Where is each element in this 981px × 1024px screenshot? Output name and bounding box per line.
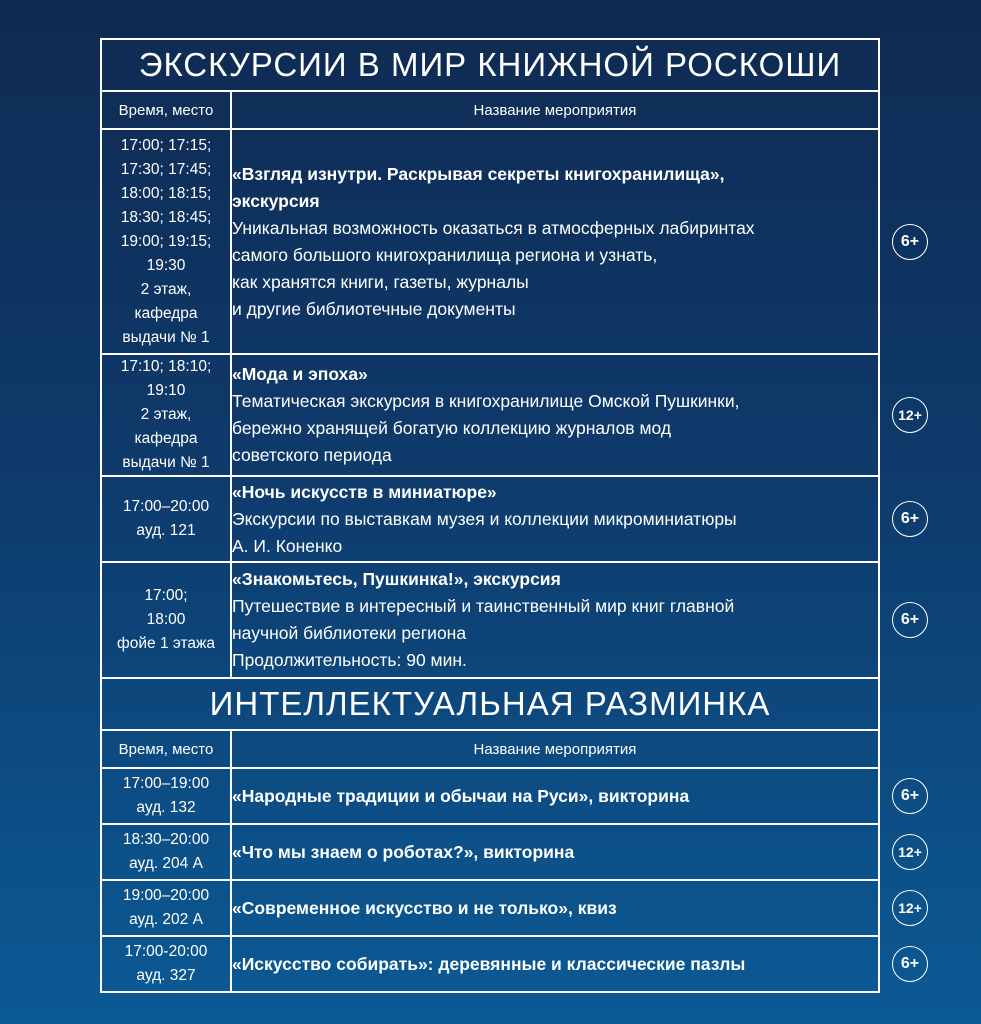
time-line: ауд. 202 А	[129, 911, 203, 928]
time-line: 17:10; 18:10;	[120, 358, 212, 375]
event-text-line: Экскурсии по выставкам музея и коллекции микроминиатюры	[232, 508, 737, 529]
event-text-line: А. И. Коненко	[232, 535, 343, 556]
event-description	[231, 768, 879, 824]
header-event-name: Название мероприятия	[231, 91, 879, 129]
event-text-line: Тематическая экскурсия в книгохранилище Омской Пушкинки,	[232, 391, 740, 411]
event-title: «Народные традиции и обычаи на Руси», викторина	[232, 785, 690, 806]
time-line: 17:00–19:00	[122, 775, 210, 792]
time-line: ауд. 121	[136, 522, 196, 539]
age-rating-badge: 6+	[892, 778, 928, 814]
event-time-place	[101, 824, 231, 880]
age-rating-badge: 6+	[892, 501, 928, 537]
event-text-line: научной библиотеки региона	[232, 623, 467, 643]
time-line: кафедра	[134, 430, 198, 447]
time-line: 19:00; 19:15;	[120, 232, 212, 250]
event-row	[101, 129, 879, 354]
time-line: фойе 1 этажа	[117, 635, 215, 652]
event-title: «Мода и эпоха»	[232, 364, 368, 384]
time-line: 18:30; 18:45;	[120, 208, 212, 226]
age-rating-badge: 6+	[892, 602, 928, 638]
time-line: 17:00–20:00	[122, 498, 210, 515]
event-text-line: советского периода	[232, 445, 392, 465]
section-title-row	[101, 39, 879, 91]
time-line: 17:00; 17:15;	[120, 136, 212, 154]
event-description	[231, 824, 879, 880]
event-title: «Что мы знаем о роботах?», викторина	[232, 841, 575, 862]
table-header-row	[101, 91, 879, 129]
age-rating-badge: 12+	[892, 397, 928, 433]
time-line: выдачи № 1	[122, 454, 210, 471]
time-line: ауд. 132	[136, 799, 196, 816]
event-description	[231, 936, 879, 992]
event-title: «Современное искусство и не только», квиз	[232, 897, 617, 918]
event-text-line: бережно хранящей богатую коллекцию журналов мод	[232, 418, 672, 438]
section-title: ИНТЕЛЛЕКТУАЛЬНАЯ РАЗМИНКА	[101, 678, 879, 730]
event-row	[101, 476, 879, 562]
event-time-place	[101, 880, 231, 936]
event-description	[231, 476, 879, 562]
age-rating-badge: 6+	[892, 946, 928, 982]
time-line: 17:30; 17:45;	[120, 160, 212, 178]
time-line: 18:00; 18:15;	[120, 184, 212, 202]
event-title: «Взгляд изнутри. Раскрывая секреты книгохранилища»,	[232, 163, 725, 184]
event-description	[231, 562, 879, 678]
table-header-row	[101, 730, 879, 768]
event-description	[231, 129, 879, 354]
time-line: 19:10	[146, 382, 186, 399]
time-line: 17:00-20:00	[124, 943, 208, 960]
event-description	[231, 880, 879, 936]
age-rating-badge: 12+	[892, 834, 928, 870]
time-line: 2 этаж,	[140, 280, 192, 298]
section-title-row	[101, 678, 879, 730]
event-title: «Ночь искусств в миниатюре»	[232, 481, 497, 502]
event-title: «Знакомьтесь, Пушкинка!», экскурсия	[232, 569, 561, 589]
event-text-line: самого большого книгохранилища региона и узнать,	[232, 244, 658, 265]
event-text-line: Уникальная возможность оказаться в атмосферных лабиринтах	[232, 217, 755, 238]
schedule-table	[100, 38, 880, 993]
event-text-line: Продолжительность: 90 мин.	[232, 650, 467, 670]
header-time-place: Время, место	[101, 730, 231, 768]
event-time-place	[101, 354, 231, 476]
header-event-name: Название мероприятия	[231, 730, 879, 768]
header-time-place: Время, место	[101, 91, 231, 129]
time-line: 18:30–20:00	[122, 831, 210, 848]
section-title: ЭКСКУРСИИ В МИР КНИЖНОЙ РОСКОШИ	[101, 39, 879, 91]
event-row	[101, 936, 879, 992]
event-row	[101, 768, 879, 824]
time-line: 19:30	[146, 256, 186, 274]
event-description	[231, 354, 879, 476]
event-row	[101, 562, 879, 678]
time-line: 17:00;	[144, 587, 188, 604]
time-line: 2 этаж,	[140, 406, 192, 423]
time-line: ауд. 327	[136, 967, 196, 984]
event-time-place	[101, 936, 231, 992]
time-line: выдачи № 1	[122, 328, 210, 346]
event-time-place	[101, 129, 231, 354]
time-line: кафедра	[134, 304, 198, 322]
event-time-place	[101, 768, 231, 824]
event-time-place	[101, 476, 231, 562]
event-time-place	[101, 562, 231, 678]
event-text-line: и другие библиотечные документы	[232, 298, 516, 319]
time-line: ауд. 204 А	[129, 855, 203, 872]
age-rating-badge: 6+	[892, 224, 928, 260]
event-text-line: Путешествие в интересный и таинственный мир книг главной	[232, 596, 735, 616]
event-row	[101, 354, 879, 476]
event-row	[101, 880, 879, 936]
time-line: 18:00	[146, 611, 186, 628]
event-title: «Искусство собирать»: деревянные и классические пазлы	[232, 953, 746, 974]
time-line: 19:00–20:00	[122, 887, 210, 904]
event-title: экскурсия	[232, 190, 320, 211]
event-text-line: как хранятся книги, газеты, журналы	[232, 271, 529, 292]
age-rating-badge: 12+	[892, 890, 928, 926]
event-row	[101, 824, 879, 880]
